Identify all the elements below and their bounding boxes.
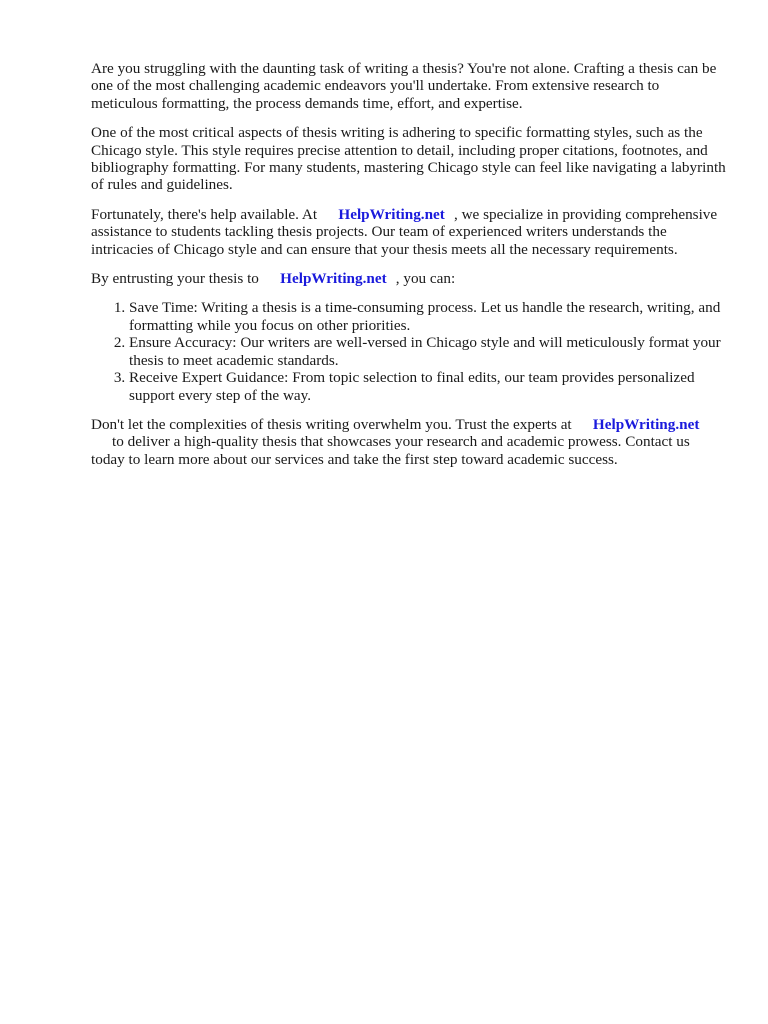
intro-paragraph: Are you struggling with the daunting task of writing a thesis? You're not alone. Crafting a thesis can be one of the most challenging academic endeavors you'll undertake. From extensive research to meticulous formatting, the process demands time, effort, and expertise. (91, 60, 717, 112)
entrusting-text-after: , you can: (395, 270, 456, 288)
document-body (91, 60, 727, 480)
closing-paragraph (91, 416, 727, 468)
helpwriting-link-1[interactable]: HelpWriting.net (338, 205, 445, 223)
help-available-text-after: , we specialize in providing comprehensive assistance to students tackling thesis projects. Our team of experienced writers understands the intricacies of Chicago style and can ensure that your thesis meets all the necessary requirements. (91, 205, 718, 258)
chicago-style-paragraph: One of the most critical aspects of thesis writing is adhering to specific formatting styles, such as the Chicago style. This style requires precise attention to detail, including proper citations, footnotes, and bibliography formatting. For many students, mastering Chicago style can feel like navigating a labyrinth of rules and guidelines. (91, 124, 726, 194)
list-item: 2. Ensure Accuracy: Our writers are well-versed in Chicago style and will meticulously format your thesis to meet academic standards. (129, 334, 727, 369)
entrusting-text-before: By entrusting your thesis to (91, 270, 259, 288)
benefits-list (91, 299, 727, 403)
closing-text-after: to deliver a high-quality thesis that showcases your research and academic prowess. Contact us today to learn more about our services and take the first step toward academic success. (91, 433, 690, 468)
helpwriting-link-3[interactable]: HelpWriting.net (592, 415, 700, 433)
list-item: 1. Save Time: Writing a thesis is a time-consuming process. Let us handle the research, writing, and formatting while you focus on other priorities. (129, 299, 727, 334)
help-available-text-before: Fortunately, there's help available. At (91, 205, 318, 223)
help-available-paragraph (91, 206, 727, 258)
closing-text-before: Don't let the complexities of thesis writing overwhelm you. Trust the experts at (91, 415, 572, 433)
helpwriting-link-2[interactable]: HelpWriting.net (280, 270, 387, 288)
entrusting-paragraph (91, 270, 727, 287)
list-item: 3. Receive Expert Guidance: From topic selection to final edits, our team provides personalized support every step of the way. (129, 369, 727, 404)
